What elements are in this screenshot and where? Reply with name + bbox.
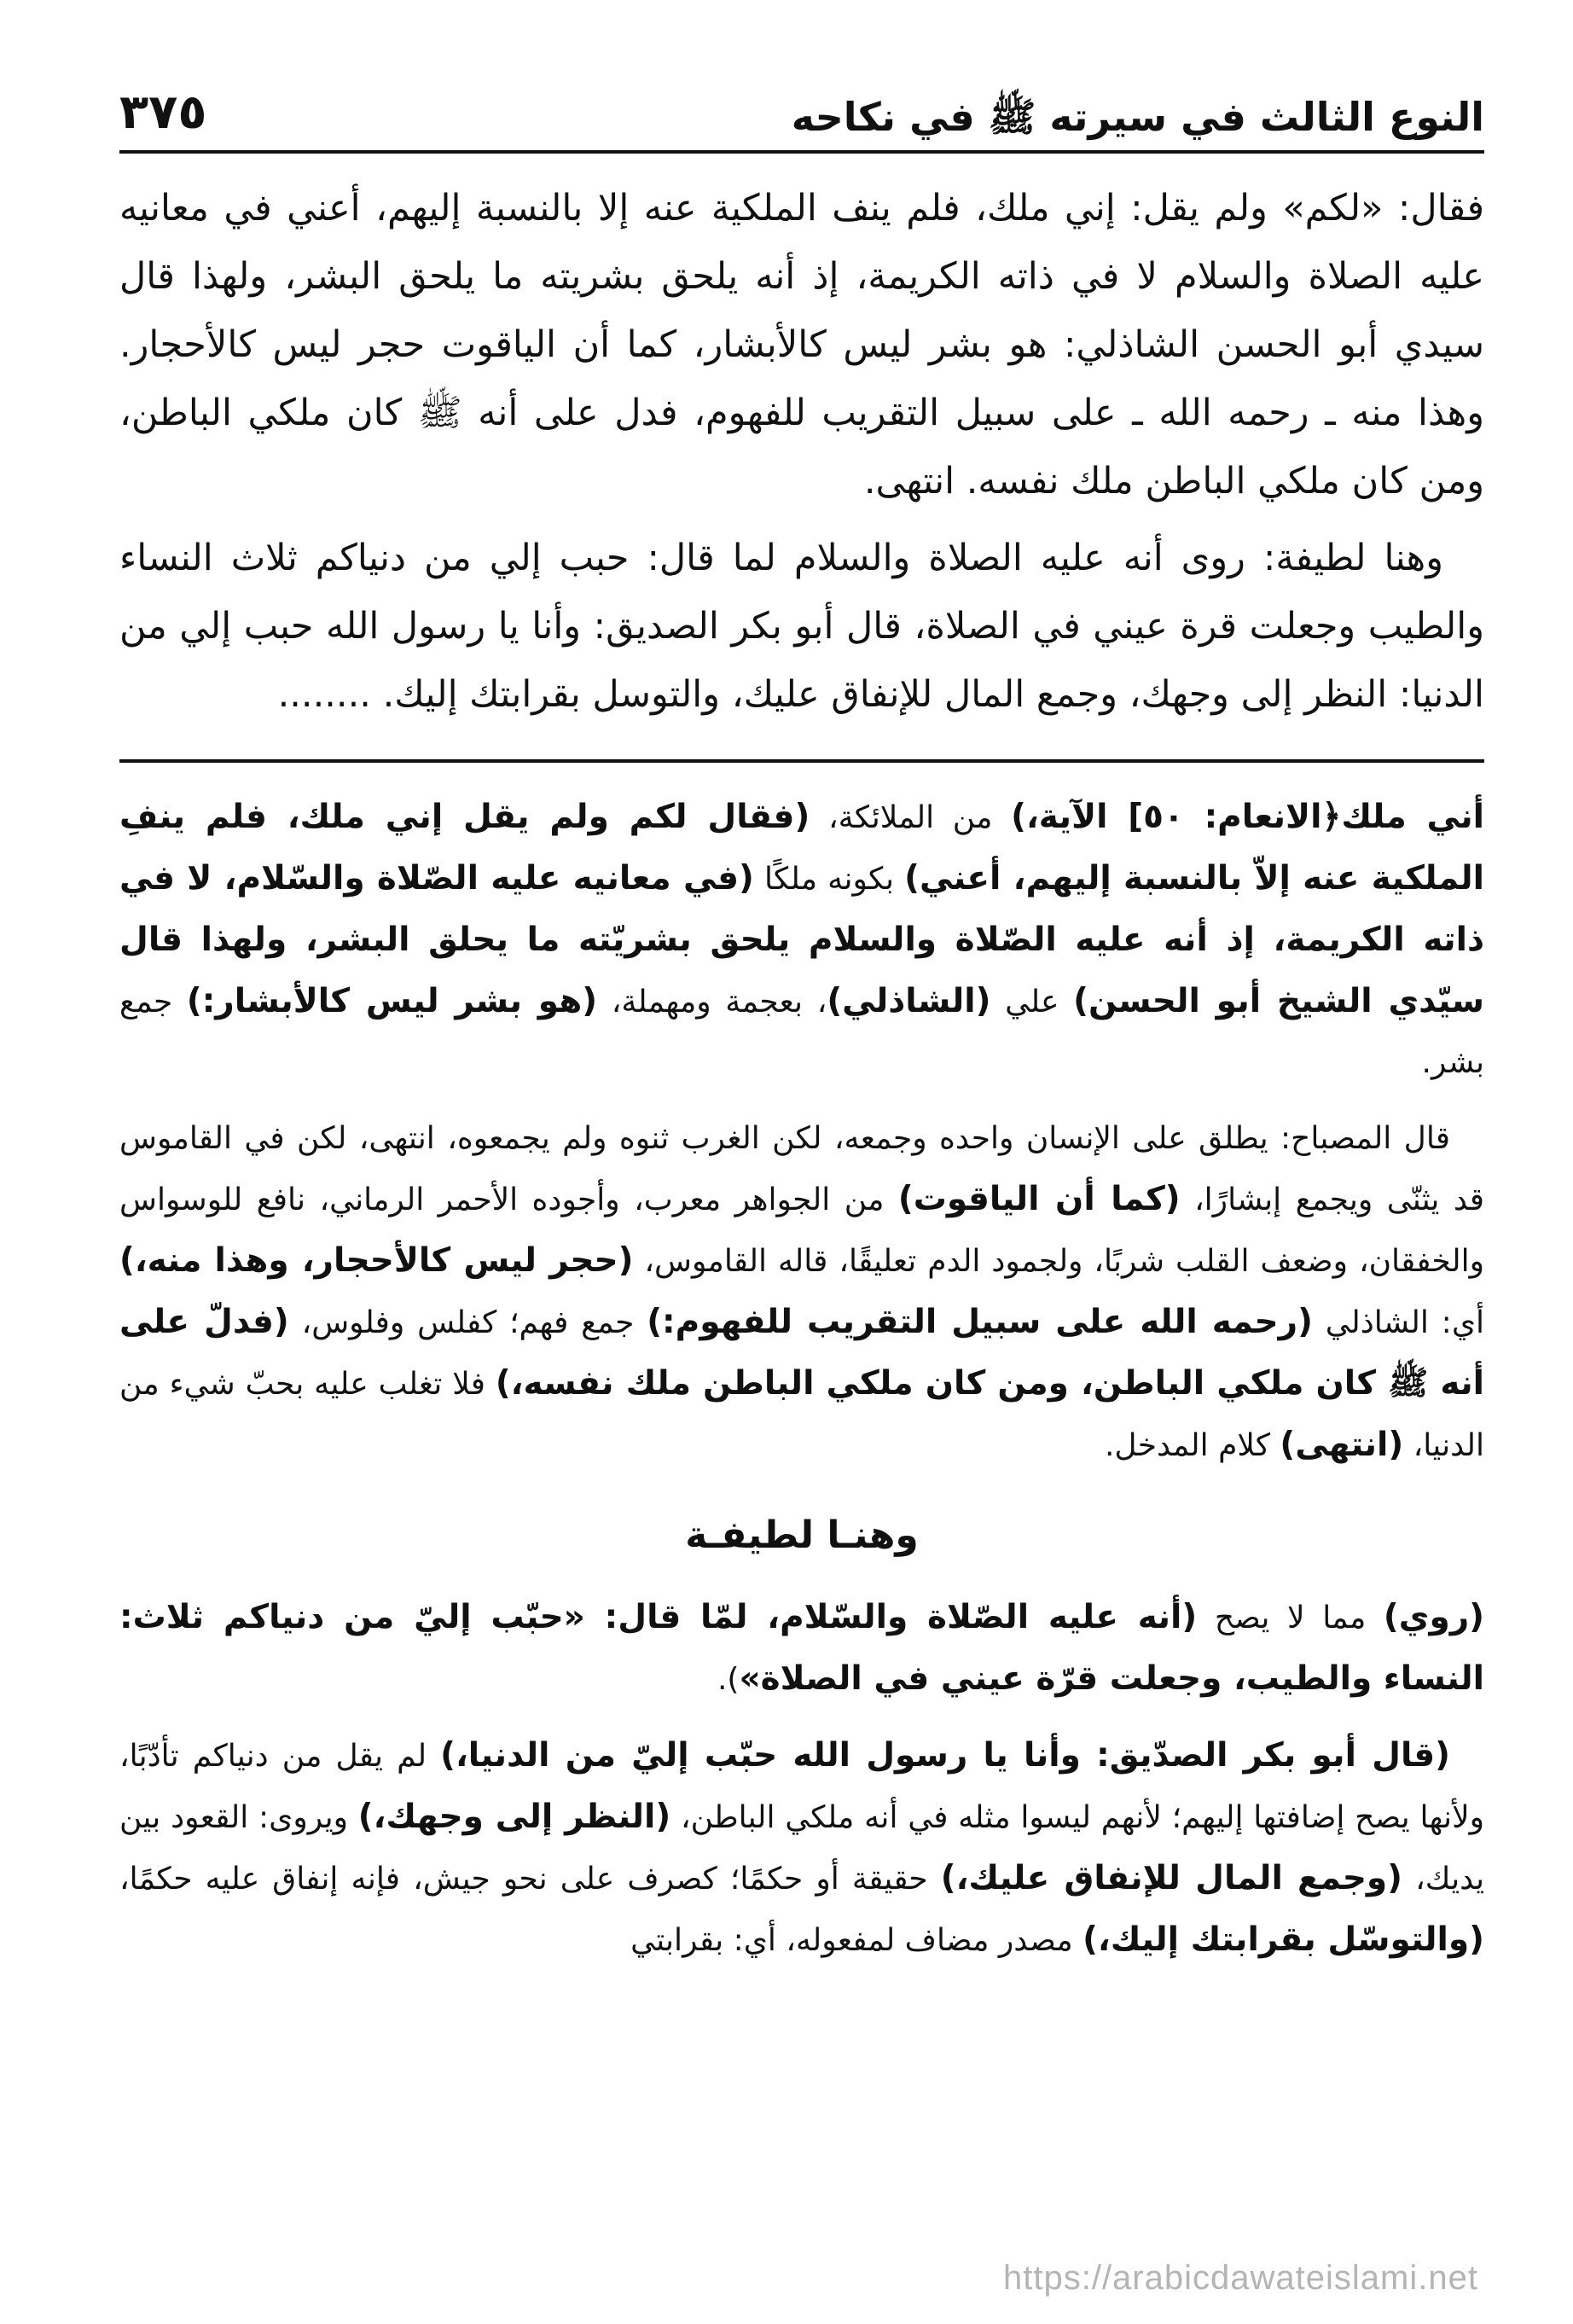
commentary-text: علي	[990, 985, 1074, 1020]
commentary	[119, 787, 1484, 1476]
quoted-text: (أنه عليه الصّلاة والسّلام، لمّا قال: «حبّب إليّ من دنياكم ثلاث: النساء والطيب، وجعلت قرّة عيني في الصلاة»	[119, 1598, 1484, 1698]
page-number: ٣٧٥	[119, 84, 207, 140]
quoted-text: (فقال لكم ولم يقل إني ملك، فلم ينفِ الملكية عنه إلاّ بالنسبة إليهم، أعني)	[119, 798, 1484, 898]
quoted-text: (هو بشر ليس كالأبشار:)	[186, 982, 598, 1020]
commentary-text: لم يقل من دنياكم تأدّبًا، ولأنها يصح إضافتها إليهم؛ لأنهم ليسوا مثله في أنه ملكي الباطن،	[119, 1739, 1484, 1835]
commentary-text: ويروى: القعود بين يديك،	[119, 1800, 1485, 1897]
commentary-text: مما لا يصح	[1197, 1601, 1384, 1636]
footnote-divider	[119, 759, 1484, 763]
commentary-text: من الجواهر معرب، وأجوده الأحمر الرماني، نافع للوسواس والخفقان، وضعف القلب شربًا، ولجمود الدم تعليقًا، قاله القاموس،	[119, 1182, 1484, 1279]
commentary-text: من الملائكة،	[810, 800, 1012, 835]
main-paragraph-2: وهنا لطيفة: روى أنه عليه الصلاة والسلام لما قال: حبب إلي من دنياكم ثلاث النساء والطيب وجعلت قرة عيني في الصلاة، قال أبو بكر الصديق: وأنا يا رسول الله حبب إلي من الدنيا: النظر إلى وجهك، وجمع المال للإنفاق عليك، والتوسل بقرابتك إليك. ........	[119, 537, 1484, 716]
section-heading: وهنـا لطيفـة	[685, 1514, 919, 1557]
commentary-text: جمع فهم؛ كفلس وفلوس،	[288, 1305, 647, 1340]
quoted-text: (فدلّ على أنه ﷺ كان ملكي الباطن، ومن كان ملكي الباطن ملك نفسه،)	[119, 1303, 1484, 1403]
book-page	[119, 68, 1484, 2252]
quoted-text: أني ملك	[1341, 798, 1485, 836]
commentary-paragraph-2	[119, 1108, 1484, 1476]
commentary-paragraph-4	[119, 1725, 1484, 1971]
quran-reference: ﴿الانعام: ٥٠] الآية،)	[1011, 798, 1342, 836]
quoted-text: (والتوسّل بقرابتك إليك،)	[1083, 1920, 1484, 1959]
quoted-text: (الشاذلي)	[827, 982, 991, 1020]
commentary-paragraph-1	[119, 787, 1484, 1093]
commentary-text: فلا تغلب عليه بحبّ شيء من الدنيا،	[119, 1367, 1484, 1463]
quoted-text: (النظر إلى وجهك،)	[357, 1798, 671, 1836]
quoted-text: (روي)	[1383, 1598, 1484, 1636]
commentary-text: مصدر مضاف لمفعوله، أي: بقرابتي	[630, 1923, 1083, 1958]
quoted-text: (حجر ليس كالأحجار، وهذا منه،)	[119, 1241, 634, 1280]
quoted-text: (رحمه الله على سبيل التقريب للفهوم:)	[647, 1303, 1313, 1341]
commentary-text: أي: الشاذلي	[1312, 1305, 1484, 1340]
commentary-text: بكونه ملكًا	[753, 862, 905, 897]
commentary-text: جمع بشر.	[119, 985, 1484, 1080]
main-text	[119, 174, 1484, 729]
quoted-text: (وجمع المال للإنفاق عليك،)	[940, 1859, 1403, 1897]
quoted-text: (قال أبو بكر الصدّيق: وأنا يا رسول الله حبّب إليّ من الدنيا،)	[440, 1736, 1451, 1775]
commentary-text: قال المصباح: يطلق على الإنسان واحده وجمعه، لكن الغرب ثنوه ولم يجمعوه، انتهى، لكن في القاموس قد يثنّى ويجمع إبشارًا،	[119, 1121, 1485, 1217]
running-title: النوع الثالث في سيرته ﷺ في نكاحه	[791, 94, 1484, 140]
commentary-section-2	[119, 1587, 1484, 1971]
source-watermark: https://arabicdawateislami.net	[1003, 2259, 1478, 2297]
commentary-paragraph-3	[119, 1587, 1484, 1710]
header-rule	[119, 150, 1484, 154]
commentary-text: ، بعجمة ومهملة،	[597, 985, 827, 1020]
quoted-text: (كما أن الياقوت)	[897, 1180, 1181, 1218]
commentary-text: حقيقة أو حكمًا؛ كصرف على نحو جيش، فإنه إنفاق عليه حكمًا،	[119, 1862, 941, 1897]
commentary-text: كلام المدخل.	[1104, 1428, 1280, 1463]
main-paragraph-1: فقال: «لكم» ولم يقل: إني ملك، فلم ينف الملكية عنه إلا بالنسبة إليهم، أعني في معانيه عليه الصلاة والسلام لا في ذاته الكريمة، إذ أنه يلحق بشريته ما يلحق البشر، ولهذا قال سيدي أبو الحسن الشاذلي: هو بشر ليس كالأبشار، كما أن الياقوت حجر ليس كالأحجار. وهذا منه ـ رحمه الله ـ على سبيل التقريب للفهوم، فدل على أنه ﷺ كان ملكي الباطن، ومن كان ملكي الباطن ملك نفسه. انتهى.	[119, 187, 1484, 503]
quoted-text: (انتهى)	[1280, 1426, 1404, 1464]
page-header	[119, 68, 1484, 145]
quoted-text: (في معانيه عليه الصّلاة والسّلام، لا في ذاته الكريمة، إذ أنه عليه الصّلاة والسلام يلحق بشريّته ما يحلق البشر، ولهذا قال سيّدي الشيخ أبو الحسن)	[119, 859, 1484, 1020]
commentary-text: ).	[717, 1662, 740, 1697]
